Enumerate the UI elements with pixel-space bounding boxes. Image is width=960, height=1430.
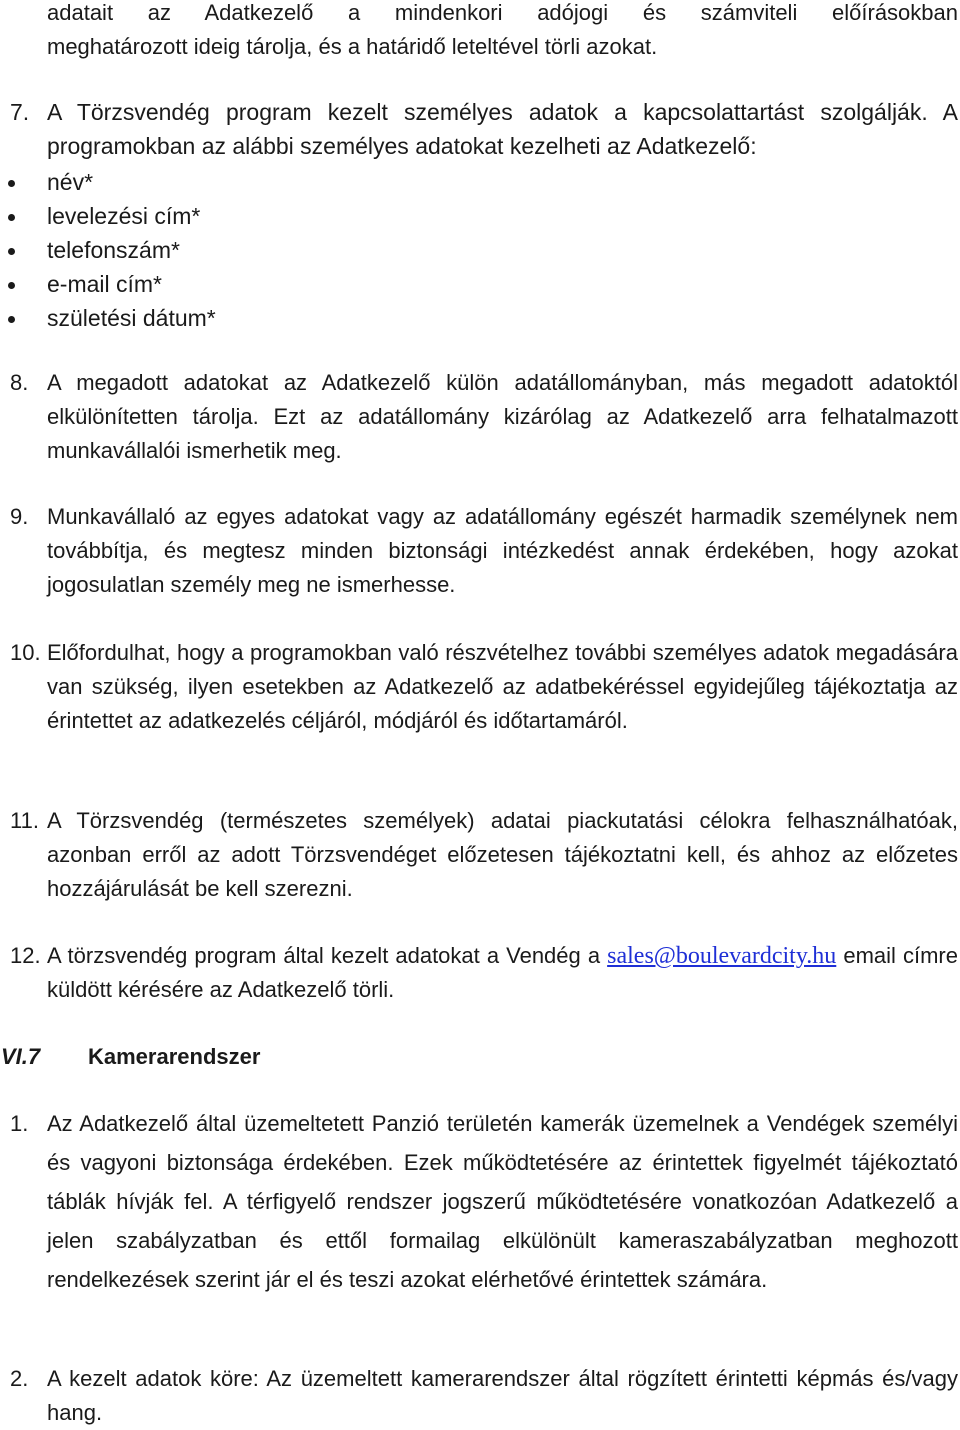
list-item-7 (10, 95, 958, 163)
list-number: 8. (10, 370, 29, 395)
list-item-text: A Törzsvendég program kezelt személyes adatok a kapcsolattartást szolgálják. A programokban az alábbi személyes adatokat kezelheti az Adatkezelő: (47, 99, 958, 159)
bullet-item: telefonszám* (0, 233, 400, 267)
list-number: 10. (10, 640, 41, 665)
bullet-icon (8, 214, 15, 221)
list-item-text: Az Adatkezelő által üzemeltetett Panzió területén kamerák üzemelnek a Vendégek személyi és vagyoni biztonsága érdekében. Ezek működtetésére az érintettek figyelmét tájékoztató táblák hívják fel. A térfigyelő rendszer jogszerű működtetésére vonatkozóan Adatkezelő a jelen szabályzatban és ettől formailag elkülönült kameraszabályzatban meghozott rendelkezések szerint jár el és teszi azokat elérhetővé érintettek számára. (47, 1111, 958, 1292)
camera-item-1 (10, 1104, 958, 1299)
list-number: 2. (10, 1366, 29, 1391)
bullet-icon (8, 180, 15, 187)
text-after-email: email címre küldött kérésére az Adatkezelő törli. (47, 943, 958, 1002)
bullet-item: levelezési cím* (0, 199, 400, 233)
personal-data-bullet-list (0, 165, 400, 335)
bullet-item: születési dátum* (0, 301, 400, 335)
bullet-icon (8, 282, 15, 289)
camera-item-2 (10, 1362, 958, 1430)
list-number: 1. (10, 1111, 29, 1136)
section-title: Kamerarendszer (88, 1044, 261, 1069)
bullet-item: név* (0, 165, 400, 199)
continued-line-1: adatait az Adatkezelő a mindenkori adójogi és számviteli előírásokban (47, 0, 958, 25)
bullet-icon (8, 316, 15, 323)
list-item-text: A Törzsvendég (természetes személyek) adatai piackutatási célokra felhasználhatóak, azonban erről az adott Törzsvendéget előzetesen tájékoztatni kell, és ahhoz az előzetes hozzájárulását be kell szerezni. (47, 808, 958, 901)
list-item-text: Munkavállaló az egyes adatokat vagy az adatállomány egészét harmadik személynek nem továbbítja, és megtesz minden biztonsági intézkedést annak érdekében, hogy azokat jogosulatlan személy meg ne ismerhesse. (47, 504, 958, 597)
list-item-10 (10, 636, 958, 738)
list-item-11 (10, 804, 958, 906)
section-number: VI.7 (1, 1044, 41, 1069)
bullet-icon (8, 248, 15, 255)
list-number: 7. (10, 99, 30, 125)
list-item-8 (10, 366, 958, 468)
continued-paragraph (47, 0, 958, 64)
email-link[interactable]: sales@boulevardcity.hu (607, 943, 837, 969)
list-number: 12. (10, 943, 41, 968)
bullet-item: e-mail cím* (0, 267, 400, 301)
list-number: 9. (10, 504, 29, 529)
list-item-text: Előfordulhat, hogy a programokban való részvételhez további személyes adatok megadására van szükség, ilyen esetekben az Adatkezelő az adatbekéréssel egyidejűleg tájékoztatja az érintettet az adatkezelés céljáról, módjáról és időtartamáról. (47, 640, 958, 733)
list-item-text: A megadott adatokat az Adatkezelő külön adatállományban, más megadott adatoktól elkülönítetten tárolja. Ezt az adatállomány kizárólag az Adatkezelő arra felhatalmazott munkavállalói ismerhetik meg. (47, 370, 958, 463)
list-item-text: A kezelt adatok köre: Az üzemeltett kamerarendszer által rögzített érintetti képmás és/vagy hang. (47, 1366, 958, 1425)
continued-line-2: meghatározott ideig tárolja, és a határidő leteltével törli azokat. (47, 34, 658, 59)
text-before-email: A törzsvendég program által kezelt adatokat a Vendég a (47, 943, 601, 968)
list-item-12 (10, 939, 958, 1007)
list-item-9 (10, 500, 958, 602)
list-number: 11. (10, 808, 39, 833)
list-item-text (47, 939, 958, 1007)
